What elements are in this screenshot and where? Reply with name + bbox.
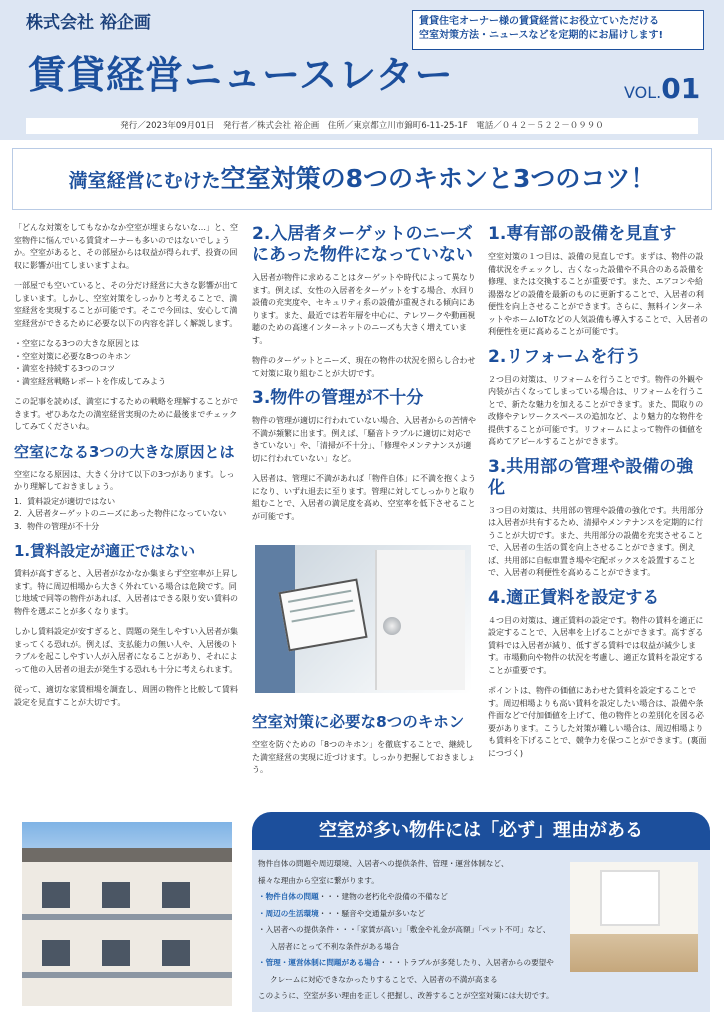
- window-shape: [162, 940, 190, 966]
- heading-proper-rent: 4.適正賃料を設定する: [488, 587, 660, 608]
- intro-paragraph-2: 一部屋でも空いていると、その分だけ経営に大きな影響が出てしまいます。しかし、空室対策をしっかりと考えることで、満室経営を実現することが可能です。そこで今回は、安心して満室経営ができるために必要な以下の内容を詳しく解説します。: [14, 281, 238, 328]
- feature-line: 様々な理由から空室に繋がります。: [258, 875, 379, 885]
- feature-item-cont: 入居者にとって不利な条件がある場合: [270, 941, 399, 951]
- feature-item: ・入居者への提供条件・・・「家賃が高い」「敷金や礼金が高額」「ペット不可」など、: [258, 925, 551, 934]
- intro-paragraph-1: 「どんな対策をしてもなかなか空室が埋まらないな…」と、空室物件に悩んでいる賃貸オーナーも多いのではないでしょうか。空室があると、その部屋からは収益が得られず、投資の回収に影響が出てしまいますよね。: [14, 223, 238, 270]
- room-floor: [570, 934, 698, 972]
- price-paragraph-2: ポイントは、物件の価値にあわせた賃料を設定することです。周辺相場よりも高い賃料を設定したい場合は、設備や条件面などで付加価値を上げて、他の物件との差別化を図る必要があります。こうした対策が難しい場合は、周辺相場よりも賃料を下げることで、競争力を保つことができます。(裏面につづく): [488, 686, 707, 758]
- list-item: ・空室対策に必要な8つのキホン: [14, 351, 132, 361]
- feature-item: [258, 889, 568, 906]
- heading-private-equipment: 1.専有部の設備を見直す: [488, 224, 677, 244]
- apartment-building-photo: [22, 822, 232, 1006]
- management-paragraph-2: 入居者は、管理に不満があれば「物件自体」に不満を抱くようになり、いずれ退去に至ります。管理に対してしっかりと取り組むことで、入居者の満足度を高め、空室率を低下させることが可能です。: [252, 474, 476, 521]
- causes-list: [14, 496, 242, 534]
- main-headline: [12, 148, 712, 210]
- causes-intro: 空室になる原因は、大きく分けて以下の3つがあります。しっかり理解しておきましょう。: [14, 469, 235, 491]
- list-item: 3．物件の管理が不十分: [14, 521, 100, 531]
- heading-rent: 1.賃料設定が適正ではない: [14, 542, 196, 560]
- intro-paragraph-3: この記事を読めば、満室にするための戦略を理解することができます。ぜひあなたの満室経営実現のために最後までチェックしてみてくださいね。: [14, 397, 238, 431]
- window-shape: [102, 882, 130, 908]
- feature-item-text: ・・・建物の老朽化や設備の不備など: [318, 892, 448, 901]
- list-item: ・満室を持続する3つのコツ: [14, 364, 116, 373]
- balcony-rail: [22, 914, 232, 920]
- list-item: 1．賃料設定が適切ではない: [14, 496, 116, 506]
- list-item: 2．入居者ターゲットのニーズにあった物件になっていない: [14, 509, 227, 518]
- needs-paragraph-2: 物件のターゲットとニーズ、現在の物件の状況を照らし合わせて対策に取り組むことが大切です。: [252, 356, 476, 378]
- feature-item: [258, 955, 568, 972]
- feature-item-cont: クレームに対応できなかったりすることで、入居者の不満が高まる: [270, 974, 498, 984]
- feature-item-highlight: ・周辺の生活環境: [258, 908, 319, 918]
- tagline-line-1: 賃貸住宅オーナー様の賃貸経営にお役立ていただける: [419, 16, 659, 27]
- heading-reform: 2.リフォームを行う: [488, 346, 642, 367]
- room-window: [600, 870, 660, 926]
- heading-basics: 空室対策に必要な8つのキホン: [252, 713, 465, 731]
- building-facade: [22, 858, 232, 1006]
- rent-paragraph-2: しかし賃料設定が安すぎると、問題の発生しやすい入居者が集まってくる恐れが。例えば、支払能力の無い人や、入居後のトラブルを起こしやすい人が入居者になることがあり、それによって他の入居者の退去が発生する恐れも十分に考えられます。: [14, 627, 238, 674]
- door-knob: [383, 617, 401, 635]
- feature-item-text: ・・・トラブルが多発したり、入居者からの要望や: [379, 958, 554, 967]
- feature-item-highlight: ・管理・運営体制に問題がある場合: [258, 958, 380, 967]
- headline-prefix: 満室経営にむけた: [68, 170, 221, 192]
- feature-item: [258, 906, 568, 923]
- private-paragraph: 空室対策の１つ目は、設備の見直しです。まずは、物件の設備状況をチェックし、古くなった設備や不具合のある設備を修理、または交換することが重要です。また、エアコンや給湯器などの設備を最新のものに更新することで、入居者の利便性を向上させることができます。さらに、無料インターネットやホームIoTなどの人気設備も導入することで、入居者の利便性を更に高めることが可能です。: [488, 252, 708, 336]
- window-shape: [42, 882, 70, 908]
- feature-closing: このように、空室が多い理由を正しく把握し、改善することが空室対策には大切です。: [258, 991, 554, 1000]
- feature-text: [258, 856, 568, 988]
- vol-num: 01: [661, 72, 701, 105]
- newsletter-title: 賃貸経営ニュースレター: [28, 53, 454, 97]
- tagline-line-2: 空室対策方法・ニュースなどを定期的にお届けします!: [419, 30, 664, 41]
- vol-prefix: VOL.: [624, 83, 662, 102]
- balcony-rail: [22, 972, 232, 978]
- list-item: ・空室になる3つの大きな原因とは: [14, 339, 140, 348]
- reform-paragraph: ２つ目の対策は、リフォームを行うことです。物件の外観や内装が古くなってしまっている場合は、リフォームを行うことで、新たな魅力を加えることができます。また、間取りの改修やテレワークスペースの追加など、より魅力的な物件を提供することが可能です。リフォームによって物件の価値を高めてアピールすることができます。: [488, 374, 704, 446]
- empty-room-photo: [570, 862, 698, 972]
- common-paragraph: ３つ目の対策は、共用部の管理や設備の強化です。共用部分は入居者が共有するため、清掃やメンテナンスを定期的に行うことが大切です。また、共用部分の設備を充実させることで、入居者の生活の質を向上させることができます。例えば、共用部に自転車置き場や宅配ボックスを設置することで、入居者の利便性を高めることができます。: [488, 505, 704, 577]
- company-name: 株式会社 裕企画: [26, 13, 151, 33]
- window-shape: [42, 940, 70, 966]
- column-2-lower: [252, 708, 478, 785]
- management-paragraph-1: 物件の管理が適切に行われていない場合、入居者からの苦情や不満が頻繁に出ます。例えば、「騒音トラブルに適切に対応できていない」や、「清掃が不十分」、「修理やメンテナンスが適切に行われていない」など。: [252, 416, 476, 463]
- heading-common-area: 3.共用部の管理や設備の強化: [488, 456, 694, 498]
- heading-causes: 空室になる3つの大きな原因とは: [14, 442, 235, 461]
- feature-title: 空室が多い物件には「必ず」理由がある: [252, 812, 710, 850]
- feature-item-text: ・・・騒音や交通量が多いなど: [318, 908, 426, 918]
- building-roof: [22, 848, 232, 862]
- heading-management: 3.物件の管理が不十分: [252, 388, 424, 408]
- heading-needs: 2.入居者ターゲットのニーズにあった物件になっていない: [252, 224, 473, 265]
- basics-paragraph: 空室を防ぐための「8つのキホン」を徹底することで、継続した満室経営の実現に近づけます。しっかり把握しておきましょう。: [252, 740, 476, 774]
- column-1: [14, 222, 242, 717]
- column-3: [488, 220, 710, 768]
- volume-number: [624, 72, 700, 105]
- price-paragraph-1: ４つ目の対策は、適正賃料の設定です。物件の賃料を適正に設定することで、入居率を上げることができます。高すぎる賃料では入居者が減り、低すぎる賃料では収益が減少します。市場動向や物件の状況を考慮し、適正な賃料を設定することが重要です。: [488, 615, 704, 675]
- rent-paragraph-3: 従って、適切な家賃相場を調査し、周囲の物件と比較して賃料設定を見直すことが大切です。: [14, 685, 238, 707]
- column-2: [252, 220, 478, 531]
- window-shape: [162, 882, 190, 908]
- window-shape: [102, 940, 130, 966]
- list-item: ・満室経営戦略レポートを作成してみよう: [14, 376, 166, 386]
- publication-info: 発行／2023年09月01日 発行者／株式会社 裕企画 住所／東京都立川市錦町6-11-25-1F 電話／０４２－５２２－０９９０: [26, 118, 698, 134]
- clipboard-icon: [278, 579, 367, 652]
- feature-line: 物件自体の問題や周辺環境、入居者への提供条件、管理・運営体制など、: [258, 859, 509, 868]
- feature-item-highlight: ・物件自体の問題: [258, 892, 319, 901]
- tagline-box: [412, 10, 704, 50]
- headline-main: 空室対策の8つのキホンと3つのコツ！: [220, 164, 656, 193]
- topic-list: [14, 338, 242, 388]
- inspection-photo: [255, 545, 471, 693]
- rent-paragraph-1: 賃料が高すぎると、入居者がなかなか集まらず空室率が上昇します。特に周辺相場から大きく外れている場合は危険です。同じ地域で同等の物件があれば、入居者はできる限り安い賃料の物件を選ぶことが多くなります。: [14, 569, 238, 616]
- needs-paragraph-1: 入居者が物件に求めることはターゲットや時代によって異なります。例えば、女性の入居者をターゲットをする場合、水回り設備の充実度や、セキュリティ系の設備が重視される傾向にあります。また、最近では若年層を中心に、テレワークや動画視聴のための高速インターネットのニーズも大きく増えています。: [252, 273, 476, 345]
